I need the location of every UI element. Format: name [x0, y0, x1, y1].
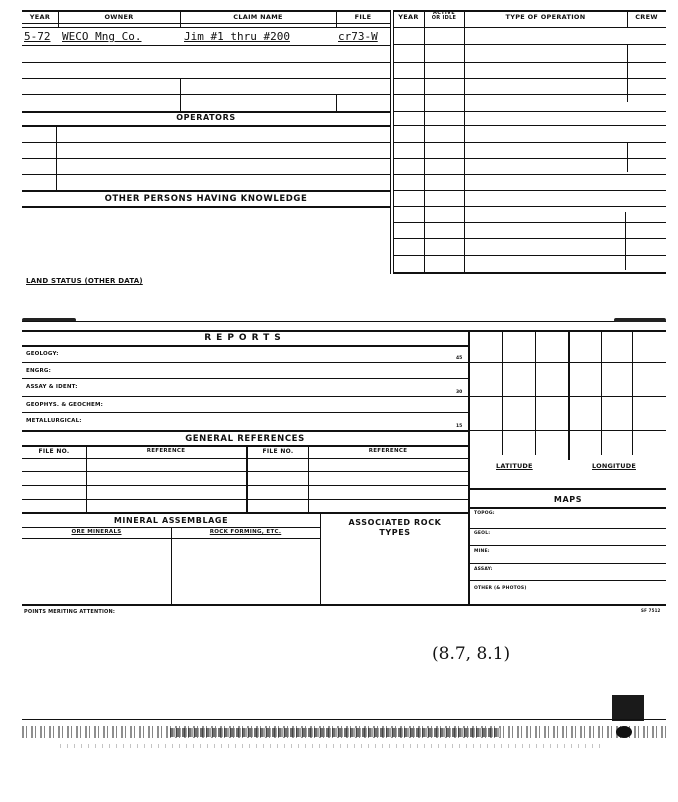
- operators-heading: OPERATORS: [176, 113, 236, 122]
- entry-claim-name: Jim #1 thru #200: [184, 30, 290, 43]
- file-no2-header: FILE NO.: [262, 448, 294, 455]
- col-type-operation-header: TYPE OF OPERATION: [505, 13, 586, 21]
- points-meriting-attention-label: POINTS MERITING ATTENTION:: [24, 609, 116, 615]
- handwritten-coordinates: (8.7, 8.1): [432, 644, 511, 664]
- col-owner-header: OWNER: [104, 13, 134, 21]
- entry-owner: WECO Mng Co.: [62, 30, 142, 43]
- reference-header: REFERENCE: [146, 448, 186, 454]
- reports-heading: REPORTS: [204, 333, 286, 343]
- reference2-header: REFERENCE: [368, 448, 408, 454]
- col-crew-header: CREW: [635, 13, 658, 21]
- latitude-label: LATITUDE: [496, 462, 533, 470]
- maps-assay-label: ASSAY:: [474, 567, 493, 572]
- report-geology-label: GEOLOGY:: [26, 351, 59, 357]
- report-assay-number: 30: [456, 390, 463, 395]
- longitude-label: LONGITUDE: [592, 462, 636, 470]
- entry-file: cr73-W: [338, 30, 378, 43]
- other-persons-heading: OTHER PERSONS HAVING KNOWLEDGE: [104, 194, 308, 204]
- general-references-heading: GENERAL REFERENCES: [185, 434, 305, 444]
- report-metallurgical-number: 15: [456, 424, 463, 429]
- maps-mine-label: MINE:: [474, 549, 490, 554]
- form-number: SF 7512: [641, 608, 661, 613]
- col-year-header: YEAR: [29, 13, 51, 21]
- rock-forming-header: ROCK FORMING, ETC.: [209, 529, 282, 535]
- report-metallurgical-label: METALLURGICAL:: [26, 418, 82, 424]
- col-active-idle-header: ACTIVE OR IDLE: [431, 10, 457, 21]
- file-no-header: FILE NO.: [38, 448, 70, 455]
- ore-minerals-header: ORE MINERALS: [71, 529, 122, 535]
- maps-topog-label: TOPOG:: [474, 511, 495, 516]
- maps-other-label: OTHER (& PHOTOS): [474, 586, 527, 591]
- associated-rock-types-heading: ASSOCIATED ROCK TYPES: [348, 518, 442, 537]
- report-geology-number: 45: [456, 356, 463, 361]
- mineral-assemblage-heading: MINERAL ASSEMBLAGE: [113, 516, 229, 525]
- col-file-header: FILE: [354, 13, 372, 21]
- report-geophys-label: GEOPHYS. & GEOCHEM:: [26, 402, 104, 408]
- col-claim-name-header: CLAIM NAME: [233, 13, 283, 21]
- report-engrg-label: ENGRG:: [26, 368, 52, 374]
- maps-geol-label: GEOL:: [474, 531, 491, 536]
- col-year2-header: YEAR: [398, 13, 419, 21]
- entry-year: 5-72: [24, 30, 51, 43]
- land-status-label: LAND STATUS (OTHER DATA): [26, 277, 143, 285]
- report-assay-label: ASSAY & IDENT:: [26, 384, 78, 390]
- maps-heading: MAPS: [553, 495, 583, 504]
